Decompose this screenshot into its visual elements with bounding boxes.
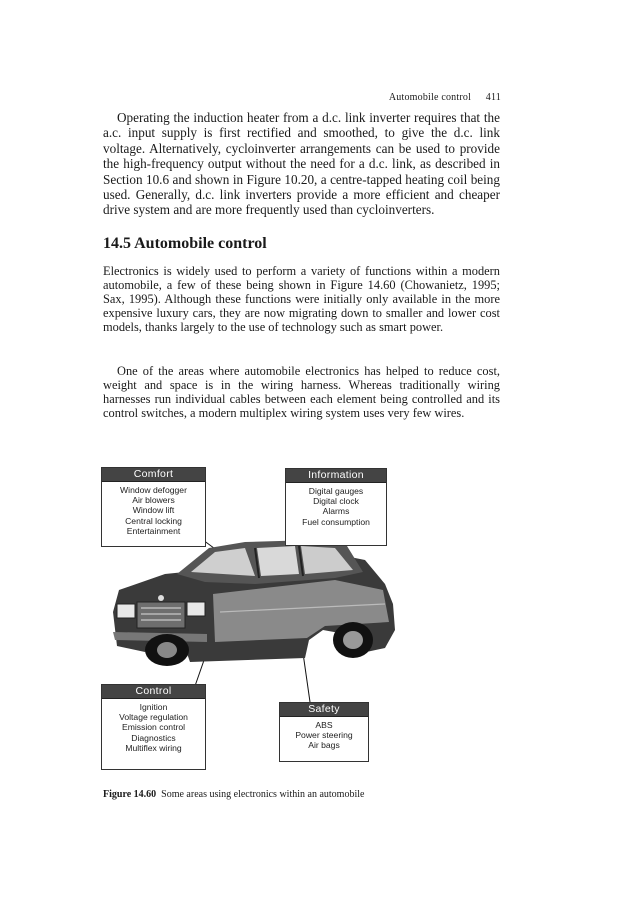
paragraph-wiring-harness: One of the areas where automobile electronics has helped to reduce cost, weight and space is in the wiring harness. Whereas traditionally wiring harnesses run individual cables between each element being controlled and its control switches, a modern multiplex wiring system uses very few wires. xyxy=(103,364,500,421)
comfort-item: Air blowers xyxy=(132,495,175,506)
safety-item: Air bags xyxy=(308,740,340,751)
safety-item: Power steering xyxy=(295,730,353,741)
comfort-item: Entertainment xyxy=(126,525,181,536)
control-item: Diagnostics xyxy=(131,732,176,743)
comfort-box xyxy=(101,467,206,547)
running-title: Automobile control xyxy=(388,92,472,103)
paragraph-electronics-usage: Electronics is widely used to perform a variety of functions within a modern automobile, a few of these being shown in Figure 14.60 (Chowanietz, 1995; Sax, 1995). Although these functions were initially only available in the more expensive luxury cars, they are now migrating down to smaller and lower cost models, thanks largely to the use of technology such as smart power. xyxy=(103,264,500,335)
running-header xyxy=(389,92,501,103)
figure-automobile-electronics xyxy=(95,462,490,782)
comfort-title: Comfort xyxy=(102,468,205,482)
comfort-item: Window lift xyxy=(132,505,175,516)
control-item: Voltage regulation xyxy=(119,712,188,723)
information-title: Information xyxy=(286,469,386,483)
car-body xyxy=(113,540,395,666)
safety-item: ABS xyxy=(315,720,333,730)
information-item: Fuel consumption xyxy=(302,516,370,527)
figure-caption-text: Some areas using electronics within an automobile xyxy=(161,789,365,800)
control-title: Control xyxy=(102,685,205,699)
figure-caption xyxy=(103,789,364,800)
safety-box xyxy=(279,702,369,762)
control-item: Emission control xyxy=(121,722,186,733)
information-item: Digital gauges xyxy=(308,486,364,496)
paragraph-induction-heater: Operating the induction heater from a d.c. link inverter requires that the a.c. input supply is first rectified and smoothed, to give the d.c. link voltage. Alternatively, cycloinverter arrangements can be used to provide the high-frequency output without the need for a d.c. link, as described in Section 10.6 and shown in Figure 10.20, a centre-tapped heating coil being used. Generally, d.c. link inverters provide a more efficient and cheaper drive system and are more frequently used than cycloinverters. xyxy=(103,110,500,218)
comfort-item: Central locking xyxy=(125,515,182,526)
comfort-item: Window defogger xyxy=(120,485,187,495)
information-item: Alarms xyxy=(322,506,350,517)
figure-caption-label: Figure 14.60 xyxy=(103,789,157,800)
control-item: Multiflex wiring xyxy=(125,742,182,753)
page-number: 411 xyxy=(485,92,501,103)
safety-title: Safety xyxy=(280,703,368,717)
control-box xyxy=(101,684,206,770)
section-title: 14.5 Automobile control xyxy=(103,235,267,252)
information-box xyxy=(285,468,387,546)
information-item: Digital clock xyxy=(313,496,359,507)
control-item: Ignition xyxy=(139,702,168,712)
